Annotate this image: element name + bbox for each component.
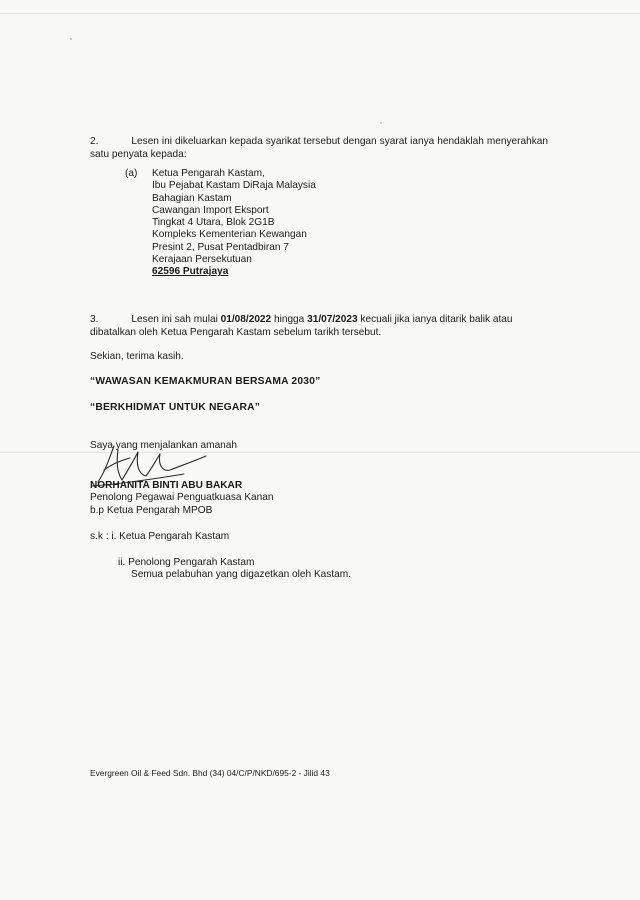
signatory-title: Penolong Pegawai Penguatkuasa Kanan	[90, 492, 274, 504]
paragraph-2	[90, 136, 548, 161]
paragraph-3	[90, 314, 548, 339]
signatory-block	[90, 480, 274, 517]
signatory-name: NORHANITA BINTI ABU BAKAR	[90, 480, 243, 491]
paragraph-number: 3.	[90, 314, 99, 325]
address-line: Tingkat 4 Utara, Blok 2G1B	[152, 217, 275, 229]
address-line: Ketua Pengarah Kastam,	[152, 168, 265, 179]
signatory-on-behalf: b.p Ketua Pengarah MPOB	[90, 504, 213, 516]
copies-item: i. Ketua Pengarah Kastam	[111, 531, 230, 542]
address-line: Ibu Pejabat Kastam DiRaja Malaysia	[152, 180, 316, 192]
signoff-text: Saya yang menjalankan amanah	[90, 440, 238, 451]
paragraph-text: Lesen ini sah mulai	[131, 314, 221, 325]
address-line: Cawangan Import Eksport	[152, 204, 269, 216]
address-postal: 62596 Putrajaya	[152, 266, 229, 278]
copies-item: ii. Penolong Pengarah Kastam	[118, 557, 255, 568]
scan-speck	[70, 38, 72, 40]
paragraph-number: 2.	[90, 136, 99, 147]
copies-item-detail: Semua pelabuhan yang digazetkan oleh Kastam.	[131, 569, 351, 581]
paper-fold-line	[0, 13, 640, 14]
paragraph-text: kecuali jika ianya ditarik balik atau dibatalkan oleh Ketua Pengarah Kastam sebelum tarikh tersebut.	[90, 314, 513, 338]
address-line: Presint 2, Pusat Pentadbiran 7	[152, 241, 289, 253]
motto-wawasan: “WAWASAN KEMAKMURAN BERSAMA 2030”	[90, 376, 321, 387]
closing-text: Sekian, terima kasih.	[90, 351, 184, 362]
address-marker: (a)	[125, 168, 138, 179]
scan-speck	[380, 122, 382, 124]
date-to: 31/07/2023	[307, 314, 358, 325]
paragraph-text: Lesen ini dikeluarkan kepada syarikat tersebut dengan syarat ianya hendaklah menyerahkan satu penyata kepada:	[90, 136, 548, 160]
copies-first	[90, 531, 229, 542]
address-line: Kerajaan Persekutuan	[152, 254, 252, 266]
copies-second	[118, 557, 351, 582]
address-line: Kompleks Kementerian Kewangan	[152, 229, 307, 241]
copies-label: s.k :	[90, 531, 109, 542]
address-block	[152, 168, 316, 279]
paragraph-text: hingga	[271, 314, 308, 325]
document-footer-reference: Evergreen Oil & Feed Sdn. Bhd (34) 04/C/P/NKD/695-2 - Jilid 43	[90, 768, 330, 778]
motto-berkhidmat: “BERKHIDMAT UNTUK NEGARA”	[90, 402, 261, 413]
address-line: Bahagian Kastam	[152, 192, 232, 204]
date-from: 01/08/2022	[220, 314, 272, 325]
